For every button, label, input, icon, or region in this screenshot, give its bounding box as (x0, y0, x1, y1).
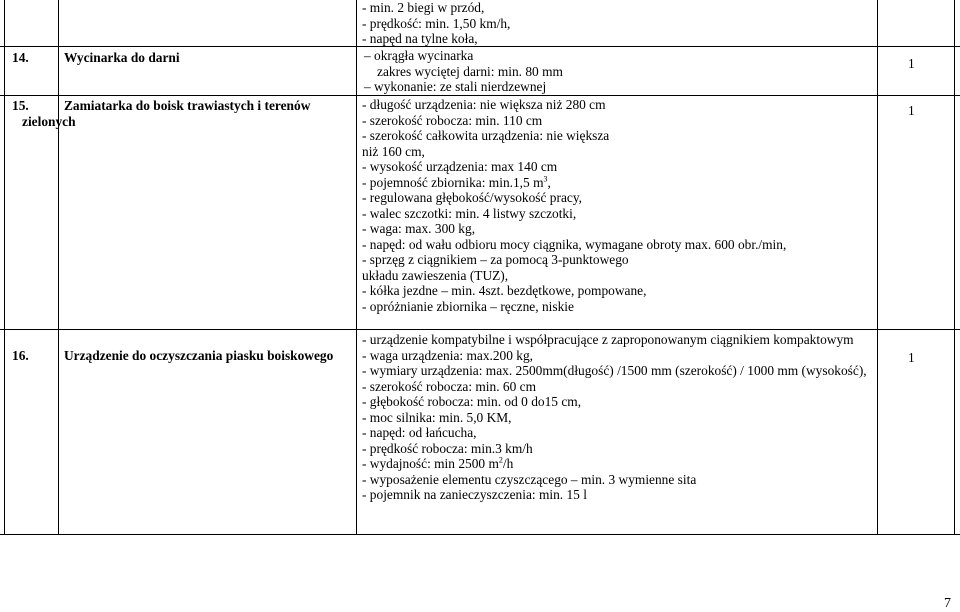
page-number: 7 (944, 596, 951, 611)
spec-line: - min. 2 biegi w przód, (362, 0, 485, 15)
spec-line: - wymiary urządzenia: max. 2500mm(długość) /1500 mm (szerokość) / 1000 mm (wysokość), (362, 363, 867, 378)
item-name: Wycinarka do darni (64, 50, 180, 65)
spec-line: - szerokość całkowita urządzenia: nie większa (362, 128, 610, 143)
spec-line: - opróżnianie zbiornika – ręczne, niskie (362, 298, 574, 314)
item-quantity: 1 (908, 103, 915, 118)
spec-line: - walec szczotki: min. 4 listwy szczotki, (362, 205, 577, 221)
spec-line: - wyposażenie elementu czyszczącego – min. 3 wymienne sita (362, 471, 697, 487)
item-quantity: 1 (908, 56, 915, 71)
spec-line: - regulowana głębokość/wysokość pracy, (362, 190, 583, 205)
spec-text: - wydajność: min 2500 m (362, 456, 499, 471)
row-number: 15. (12, 98, 29, 113)
row-divider (0, 95, 960, 96)
column-divider (356, 0, 357, 535)
spec-line: - długość urządzenia: nie większa niż 280 cm (362, 97, 606, 112)
spec-line: - szerokość robocza: min. 60 cm (362, 378, 537, 394)
row-number: 16. (12, 348, 29, 363)
spec-line: - napęd: od łańcucha, (362, 425, 477, 440)
spec-text: , (547, 174, 551, 190)
spec-line: zakres wyciętej darni: min. 80 mm (377, 63, 563, 79)
spec-line: - napęd na tylne koła, (362, 31, 478, 46)
item-specs (362, 48, 563, 95)
spec-line: - sprzęg z ciągnikiem – za pomocą 3-punktowego (362, 252, 629, 267)
item-specs (362, 332, 867, 503)
row-divider (0, 329, 960, 330)
spec-line: - napęd: od wału odbioru mocy ciągnika, wymagane obroty max. 600 obr./min, (362, 236, 787, 252)
item-name-line: zielonych (22, 113, 76, 129)
spec-line: - pojemnik na zanieczyszczenia: min. 15 l (362, 487, 587, 502)
column-divider (954, 0, 955, 535)
spec-text: /h (502, 456, 514, 471)
spec-line: - prędkość robocza: min.3 km/h (362, 440, 533, 456)
spec-line: - prędkość: min. 1,50 km/h, (362, 15, 511, 31)
item-quantity: 1 (908, 350, 915, 365)
item-specs (362, 97, 786, 314)
row-divider (0, 534, 960, 535)
spec-text: - pojemność zbiornika: min.1,5 m (362, 174, 544, 190)
spec-line: - kółka jezdne – min. 4szt. bezdętkowe, pompowane, (362, 283, 647, 298)
row-number: 14. (12, 50, 29, 65)
item-name: Urządzenie do oczyszczania piasku boiskowego (64, 348, 334, 363)
item-name (22, 98, 311, 129)
spec-line: - szerokość robocza: min. 110 cm (362, 112, 543, 128)
spec-line: - waga: max. 300 kg, (362, 221, 476, 236)
spec-line: - głębokość robocza: min. od 0 do15 cm, (362, 394, 582, 409)
spec-line (362, 175, 786, 191)
column-divider (4, 0, 5, 535)
continuation-specs (362, 0, 510, 47)
spec-line (362, 456, 867, 472)
column-divider (58, 0, 59, 535)
superscript: 2 (498, 455, 503, 465)
item-name-line: Zamiatarka do boisk trawiastych i terenów (64, 98, 311, 113)
spec-line: - waga urządzenia: max.200 kg, (362, 347, 534, 363)
spec-line: - wysokość urządzenia: max 140 cm (362, 159, 558, 174)
spec-line: – wykonanie: ze stali nierdzewnej (364, 79, 547, 94)
spec-line: układu zawieszenia (TUZ), (362, 267, 509, 283)
spec-line: - moc silnika: min. 5,0 KM, (362, 409, 512, 425)
spec-line: – okrągła wycinarka (364, 48, 474, 63)
column-divider (877, 0, 878, 535)
spec-line: - urządzenie kompatybilne i współpracujące z zaproponowanym ciągnikiem kompaktowym (362, 332, 854, 347)
spec-line: niż 160 cm, (362, 143, 425, 159)
superscript: 3 (543, 174, 548, 184)
